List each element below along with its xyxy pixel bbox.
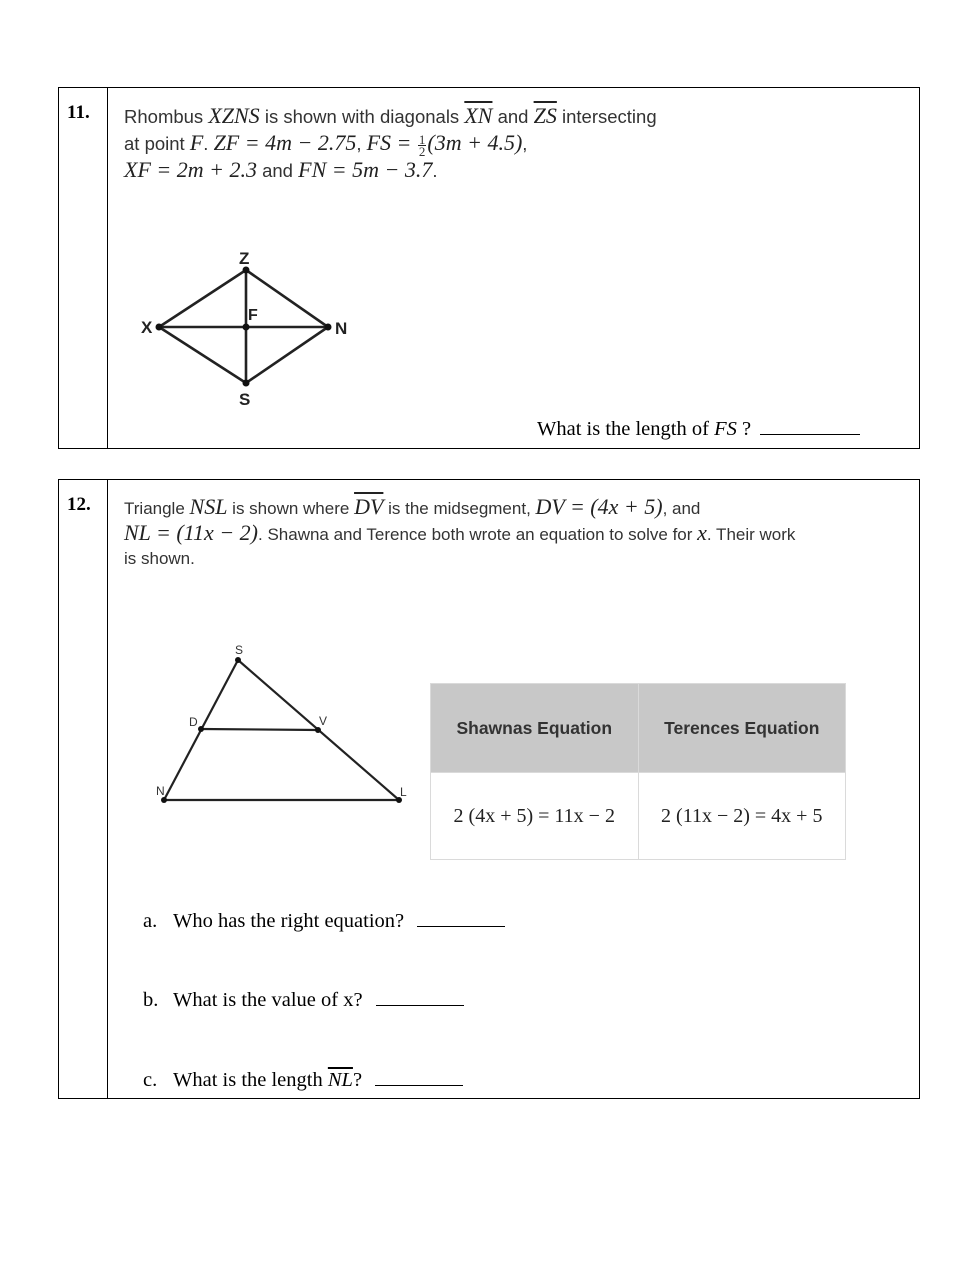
problem-12-statement-line-1: Triangle NSL is shown where $\overline{DV}$ is the midsegment, DV = (4x + 5), and [124, 494, 701, 519]
label-d: D [189, 715, 198, 729]
question-a: a. Who has the right equation? [143, 908, 505, 933]
answer-blank-b[interactable] [376, 987, 464, 1006]
label-f: F [248, 307, 258, 324]
label-n: N [335, 319, 348, 338]
answer-blank-c[interactable] [375, 1067, 463, 1086]
problem-number: 11. [67, 102, 90, 123]
question-c: c. What is the length $\overline{NL}$? [143, 1067, 463, 1092]
side-zn [246, 270, 328, 327]
question-b: b. What is the value of x? [143, 987, 464, 1012]
side-xz [159, 270, 246, 327]
problem-12 [58, 479, 920, 1099]
problem-number-cell [59, 88, 108, 448]
problem-11-statement-line-3: XF = 2m + 2.3 and FN = 5m − 3.7. [124, 157, 438, 182]
answer-blank[interactable] [760, 416, 860, 435]
header-terence: Terences Equation [638, 684, 846, 773]
equations-table [430, 683, 846, 860]
problem-11-statement-line-2: at point F. ZF = 4m − 2.75, FS = $\frac{1}{2}$ (3m + 4.5), [124, 130, 528, 159]
problem-12-statement-line-3: is shown. [124, 549, 195, 568]
rhombus-diagram [137, 243, 357, 408]
side-ns [246, 327, 328, 383]
problem-12-statement-line-2: NL = (11x − 2). Shawna and Terence both wrote an equation to solve for x. Their work [124, 520, 796, 545]
label-v: V [319, 714, 328, 728]
cell-terence-equation: 2 (11x − 2) = 4x + 5 [638, 773, 846, 860]
problem-number-cell [59, 480, 108, 1098]
side-sx [159, 327, 246, 383]
table-header-row [431, 684, 846, 773]
label-z: Z [239, 249, 250, 268]
header-shawna: Shawnas Equation [431, 684, 639, 773]
label-n: N [156, 784, 165, 798]
triangle-diagram [154, 640, 419, 810]
label-l: L [400, 785, 407, 799]
label-x: X [141, 318, 153, 337]
problem-11 [58, 87, 920, 449]
table-row [431, 773, 846, 860]
problem-11-statement-line-1: Rhombus XZNS is shown with diagonals $\overline{XN}$ and $\overline{ZS}$ intersecting [124, 103, 657, 128]
answer-blank-a[interactable] [417, 908, 505, 927]
label-s: S [235, 643, 244, 657]
problem-number: 12. [67, 494, 91, 515]
label-s: S [239, 390, 251, 408]
cell-shawna-equation: 2 (4x + 5) = 11x − 2 [431, 773, 639, 860]
midsegment-dv [201, 729, 318, 730]
fraction-one-half: $\frac{1}{2}$ [418, 131, 426, 159]
question-fs-length: What is the length of FS ? [537, 416, 860, 441]
